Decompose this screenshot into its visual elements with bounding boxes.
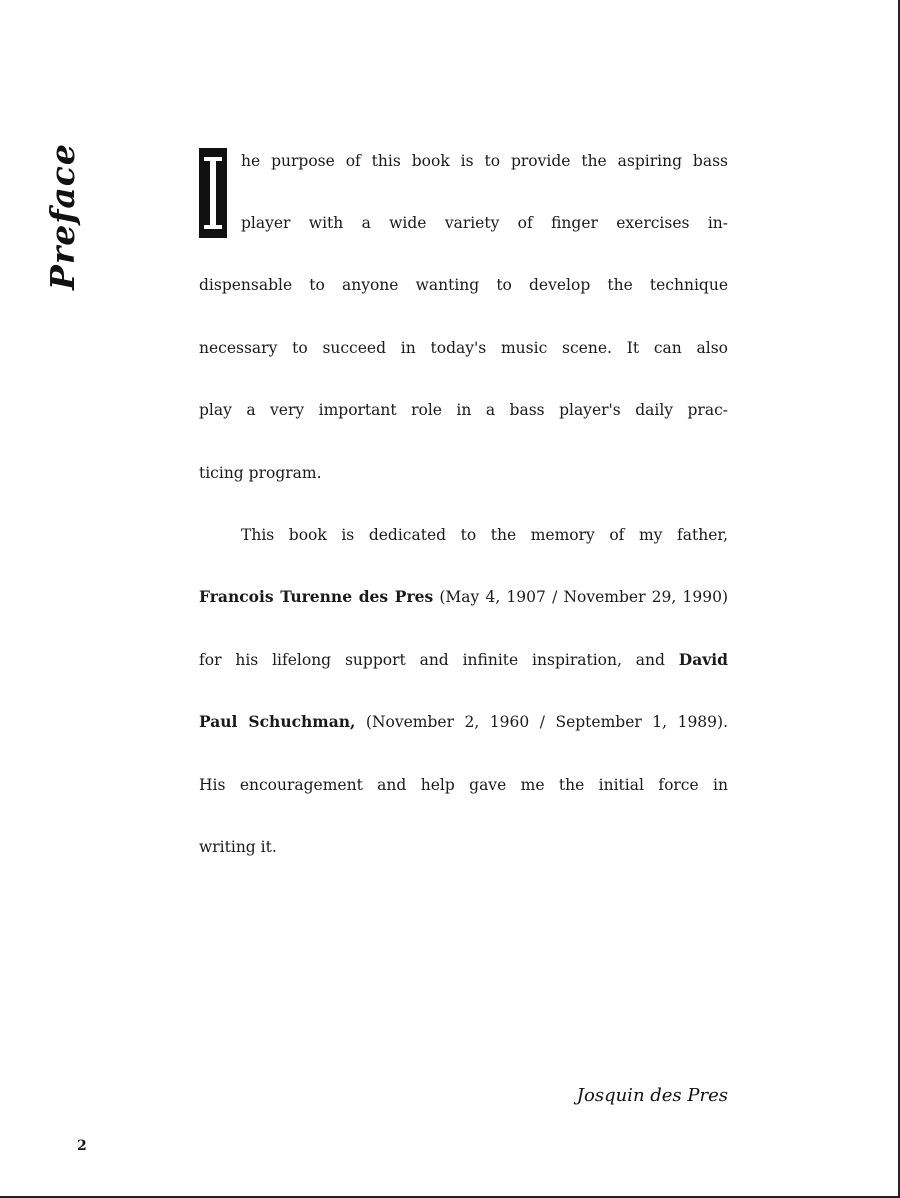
dedicatee-name: Francois Turenne des Pres: [199, 587, 434, 606]
paragraph2-line4: [199, 710, 728, 734]
paragraph2-line2: [199, 585, 728, 609]
page-title: Preface: [43, 143, 82, 290]
drop-cap-letter: [199, 148, 227, 238]
second-dedicatee-name: Paul Schuchman,: [199, 712, 356, 731]
author-signature: Josquin des Pres: [576, 1085, 728, 1106]
paragraph1-line6: ticing program.: [199, 464, 322, 482]
paragraph2-line6: writing it.: [199, 838, 277, 856]
paragraph2-line3-text: for his lifelong support and infinite inspiration, and: [199, 651, 679, 669]
paragraph2-line3: [199, 648, 728, 672]
paragraph1-line5: play a very important role in a bass player's daily prac-: [199, 401, 728, 419]
paragraph1-line3: dispensable to anyone wanting to develop the technique: [199, 276, 728, 294]
dedicatee-dates: (May 4, 1907 / November 29, 1990): [433, 588, 729, 606]
paragraph2-line5: His encouragement and help gave me the initial force in: [199, 776, 728, 794]
paragraph1-line1: he purpose of this book is to provide the aspiring bass: [241, 152, 728, 170]
second-dedicatee-dates: (November 2, 1960 / September 1, 1989).: [355, 713, 728, 731]
page-number: 2: [77, 1138, 87, 1154]
second-dedicatee-first-name: David: [678, 650, 728, 669]
paragraph2-line1: This book is dedicated to the memory of my father,: [241, 526, 728, 544]
paragraph1-line4: necessary to succeed in today's music scene. It can also: [199, 339, 728, 357]
paragraph1-line2: player with a wide variety of finger exercises in-: [241, 214, 728, 232]
